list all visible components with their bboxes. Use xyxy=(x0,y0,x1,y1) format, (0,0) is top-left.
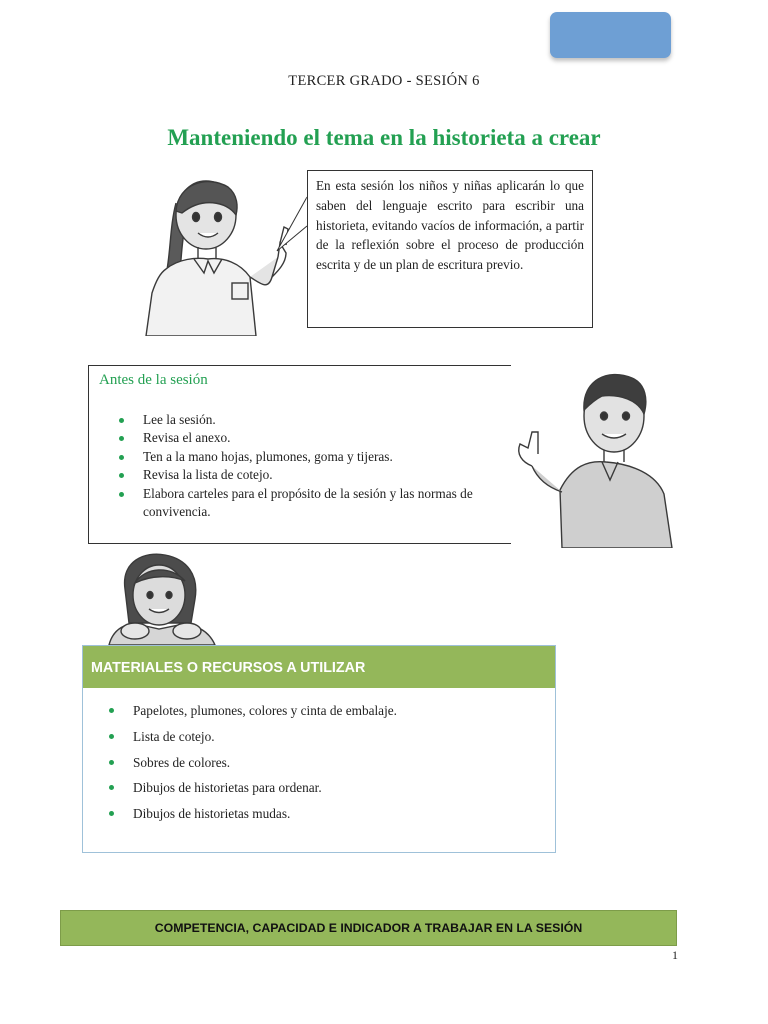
materiales-header: MATERIALES O RECURSOS A UTILIZAR xyxy=(83,646,555,690)
list-item: Ten a la mano hojas, plumones, goma y tijeras. xyxy=(117,448,507,466)
page-number: 1 xyxy=(672,948,678,962)
bullet-icon xyxy=(119,455,124,460)
bullet-icon xyxy=(109,708,114,713)
top-corner-badge xyxy=(550,12,671,58)
bullet-icon xyxy=(109,785,114,790)
list-item: Sobres de colores. xyxy=(107,750,547,776)
grade-session-label: TERCER GRADO - SESIÓN 6 xyxy=(288,73,480,89)
bullet-icon xyxy=(119,418,124,423)
list-item: Papelotes, plumones, colores y cinta de embalaje. xyxy=(107,698,547,724)
boy-pointing-illustration xyxy=(510,370,674,548)
list-item: Revisa la lista de cotejo. xyxy=(117,466,507,484)
antes-de-la-sesion-box xyxy=(88,365,511,544)
antes-de-la-sesion-title: Antes de la sesión xyxy=(99,372,208,388)
list-item: Dibujos de historietas para ordenar. xyxy=(107,775,547,801)
bullet-icon xyxy=(119,492,124,497)
materiales-list xyxy=(107,698,547,827)
bullet-icon xyxy=(119,473,124,478)
speech-bubble xyxy=(307,170,593,328)
competencia-header: COMPETENCIA, CAPACIDAD E INDICADOR A TRABAJAR EN LA SESIÓN xyxy=(60,910,677,946)
materiales-box xyxy=(82,645,556,853)
girl-smiling-illustration xyxy=(105,553,221,645)
bullet-icon xyxy=(109,734,114,739)
list-item: Elabora carteles para el propósito de la sesión y las normas de convivencia. xyxy=(117,485,507,522)
bullet-icon xyxy=(119,436,124,441)
list-item: Lista de cotejo. xyxy=(107,724,547,750)
page-title: Manteniendo el tema en la historieta a crear xyxy=(167,125,601,150)
speech-bubble-text: En esta sesión los niños y niñas aplicarán lo que saben del lenguaje escrito para escribir una historieta, evitando vacíos de información, a partir de la reflexión sobre el proceso de producción escrita y de un plan de escritura previo. xyxy=(316,178,584,273)
list-item: Dibujos de historietas mudas. xyxy=(107,801,547,827)
girl-pointing-illustration xyxy=(138,173,294,336)
bullet-icon xyxy=(109,811,114,816)
antes-de-la-sesion-list xyxy=(117,411,507,521)
bullet-icon xyxy=(109,760,114,765)
list-item: Lee la sesión. xyxy=(117,411,507,429)
speech-bubble-tail xyxy=(276,196,310,252)
list-item: Revisa el anexo. xyxy=(117,429,507,447)
